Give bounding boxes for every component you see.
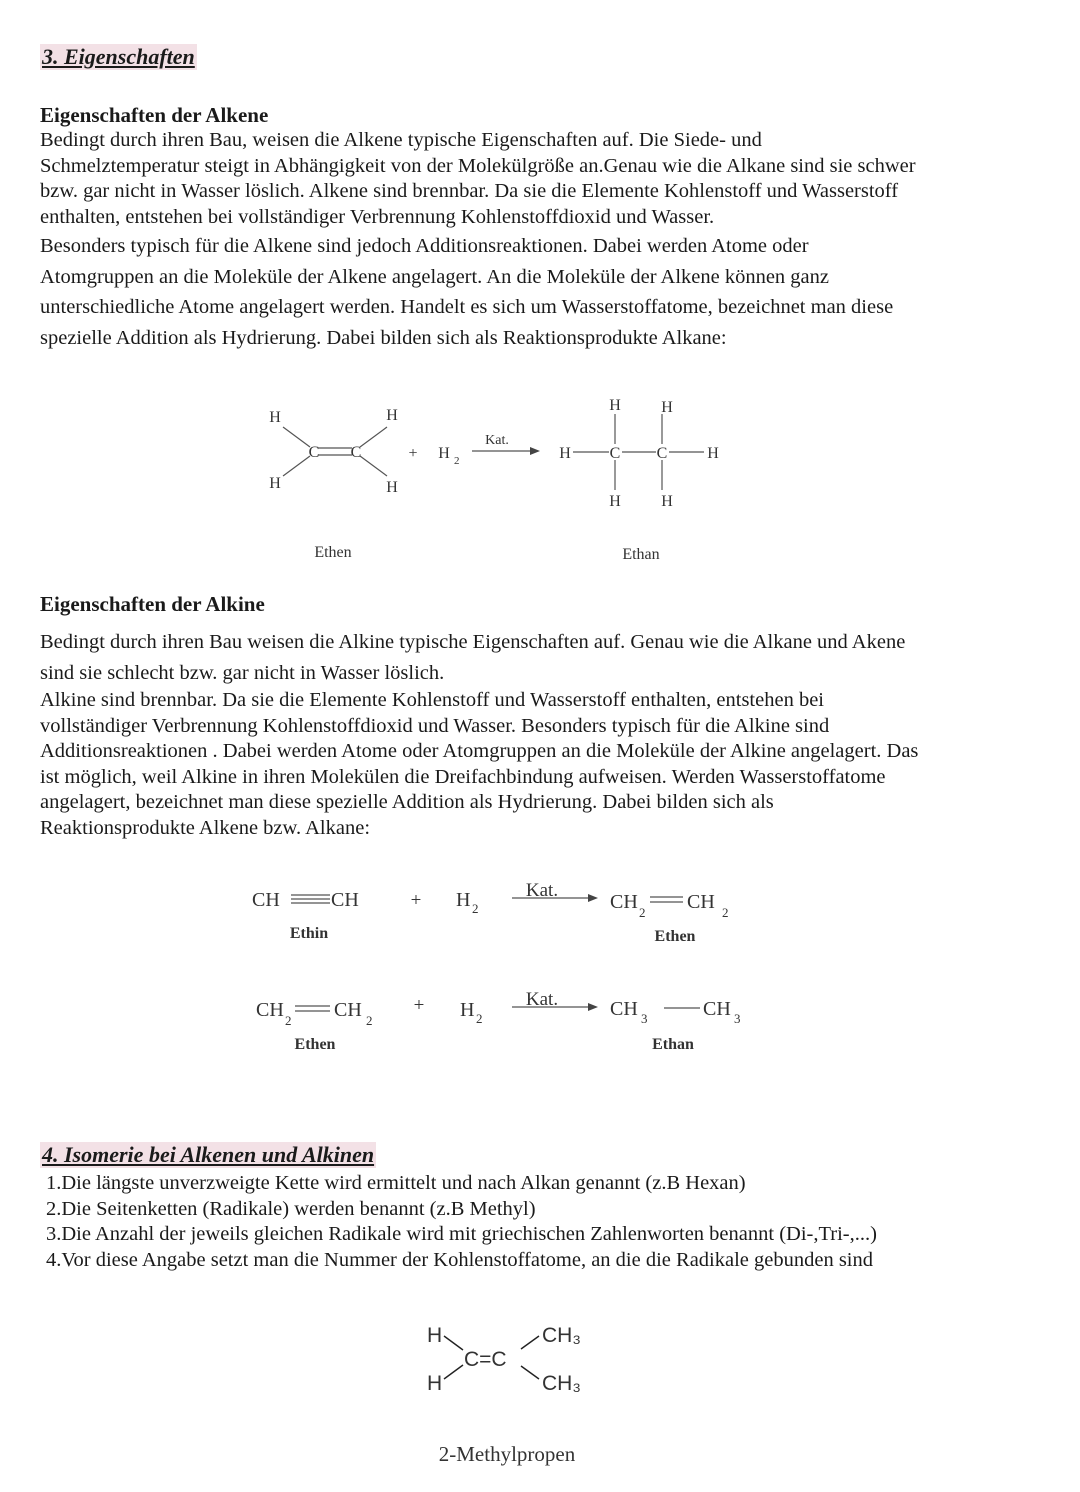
hydrogen-h: H [460, 999, 475, 1021]
list-item: 4.Vor diese Angabe setzt man die Nummer der Kohlenstoffatome, an die die Radikale gebunden sind [46, 1248, 873, 1271]
text-line: sind sie schlecht bzw. gar nicht in Wasser löslich. [40, 661, 445, 684]
formula-ch: CH [252, 889, 280, 911]
hydrogen-h: H [456, 889, 471, 911]
alkine-paragraph-2 [40, 688, 1075, 841]
text-line: Additionsreaktionen . Dabei werden Atome oder Atomgruppen an die Moleküle der Alkine angelagert. Das [40, 740, 919, 762]
subscript-2: 2 [476, 1011, 483, 1026]
naming-rules-list [46, 1171, 877, 1273]
atom-c: C [609, 445, 621, 462]
atom-c: C [656, 445, 668, 462]
atom-h: H [707, 445, 719, 462]
molecule-name: 2-Methylpropen [438, 1442, 576, 1466]
plus-sign: + [410, 890, 422, 911]
atom-h: H [269, 409, 281, 426]
section-3-heading: 3. Eigenschaften [42, 44, 195, 69]
subscript-2: 2 [722, 905, 729, 920]
text-line: Atomgruppen an die Moleküle der Alkene angelagert. An die Moleküle der Alkene können ganz [40, 265, 830, 288]
methylpropene-structure [0, 1310, 1080, 1480]
text-line: Schmelztemperatur steigt in Abhängigkeit von der Molekülgröße an.Genau wie die Alkane sind sie schwer [40, 154, 916, 177]
text-line: unterschiedliche Atome angelagert werden. Handelt es sich um Wasserstoffatome, bezeichnet man diese [40, 296, 894, 318]
atom-h: H [386, 407, 398, 424]
formula-ch: CH [331, 889, 359, 911]
formula-ch2: CH [256, 999, 284, 1021]
formula-ch2: CH [610, 891, 638, 913]
atom-h: H [609, 493, 621, 510]
formula-ch3: CH [703, 998, 731, 1020]
product-name: Ethan [622, 546, 660, 563]
subscript-3: 3 [734, 1011, 741, 1026]
atom-h: H [661, 493, 673, 510]
subscript-3: 3 [641, 1011, 648, 1026]
methyl-group: CH₃ [542, 1324, 581, 1347]
text-line: Reaktionsprodukte Alkene bzw. Alkane: [40, 816, 371, 839]
text-line: Bedingt durch ihren Bau weisen die Alkine typische Eigenschaften auf. Genau wie die Alkane und Akene [40, 631, 906, 653]
product-name: Ethen [654, 928, 696, 945]
text-line: Alkine sind brennbar. Da sie die Elemente Kohlenstoff und Wasserstoff enthalten, entstehen bei [40, 689, 824, 711]
section-4-heading: 4. Isomerie bei Alkenen und Alkinen [42, 1142, 375, 1167]
atom-h: H [386, 479, 398, 496]
reactant-name: Ethin [289, 925, 329, 942]
formula-ch2: CH [334, 999, 362, 1021]
subscript-2: 2 [472, 901, 479, 916]
plus-sign: + [408, 445, 418, 462]
text-line: bzw. gar nicht in Wasser löslich. Alkene sind brennbar. Da sie die Elemente Kohlenstoff und Wasserstoff [40, 180, 899, 202]
alkene-paragraph-1 [40, 128, 1070, 230]
alkene-title: Eigenschaften der Alkene [40, 103, 269, 127]
text-line: spezielle Addition als Hydrierung. Dabei bilden sich als Reaktionsprodukte Alkane: [40, 326, 727, 349]
atom-h: H [559, 445, 571, 462]
list-item: 1.Die längste unverzweigte Kette wird ermittelt und nach Alkan genannt (z.B Hexan) [46, 1172, 746, 1194]
text-line: enthalten, entstehen bei vollständiger Verbrennung Kohlenstoffdioxid und Wasser. [40, 205, 715, 228]
ethene-hydrogenation-diagram [0, 380, 1080, 580]
atom-h: H [427, 1372, 443, 1395]
text-line: angelagert, bezeichnet man diese spezielle Addition als Hydrierung. Dabei bilden sich als [40, 791, 774, 813]
text-line: Besonders typisch für die Alkene sind jedoch Additionsreaktionen. Dabei werden Atome oder [40, 235, 809, 257]
reactant-name: Ethen [294, 1036, 336, 1053]
subscript-2: 2 [366, 1013, 373, 1028]
alkene-paragraph-2 [40, 231, 1070, 353]
formula-ch2: CH [687, 891, 715, 913]
alkine-paragraph-1 [40, 627, 1070, 688]
text-line: Bedingt durch ihren Bau, weisen die Alkene typische Eigenschaften auf. Die Siede- und [40, 129, 762, 151]
subscript-2: 2 [639, 905, 646, 920]
text-line: ist möglich, weil Alkine in ihren Molekülen die Dreifachbindung aufweisen. Werden Wasserstoffatome [40, 765, 886, 788]
catalyst-label: Kat. [485, 433, 509, 448]
atom-h: H [269, 475, 281, 492]
hydrogen-h: H [438, 445, 450, 462]
atom-c: C [350, 444, 362, 461]
double-bond-cc: C=C [464, 1348, 507, 1371]
atom-h: H [661, 399, 673, 416]
catalyst-label: Kat. [525, 880, 559, 901]
subscript-2: 2 [285, 1013, 292, 1028]
plus-sign: + [413, 995, 425, 1016]
subscript-2: 2 [454, 455, 460, 467]
product-name: Ethan [652, 1036, 694, 1053]
catalyst-label: Kat. [525, 989, 559, 1010]
text-line: vollständiger Verbrennung Kohlenstoffdioxid und Wasser. Besonders typisch für die Alkine sind [40, 714, 830, 737]
atom-c: C [308, 444, 320, 461]
list-item: 3.Die Anzahl der jeweils gleichen Radikale wird mit griechischen Zahlenworten benannt (Di-,Tri-,...) [46, 1223, 877, 1245]
reactant-name: Ethen [314, 544, 352, 561]
methyl-group: CH₃ [542, 1372, 581, 1395]
atom-h: H [427, 1324, 443, 1347]
alkyne-hydrogenation-diagram [0, 868, 1080, 1068]
formula-ch3: CH [610, 998, 638, 1020]
alkine-title: Eigenschaften der Alkine [40, 592, 265, 616]
atom-h: H [609, 397, 621, 414]
list-item: 2.Die Seitenketten (Radikale) werden benannt (z.B Methyl) [46, 1197, 536, 1220]
